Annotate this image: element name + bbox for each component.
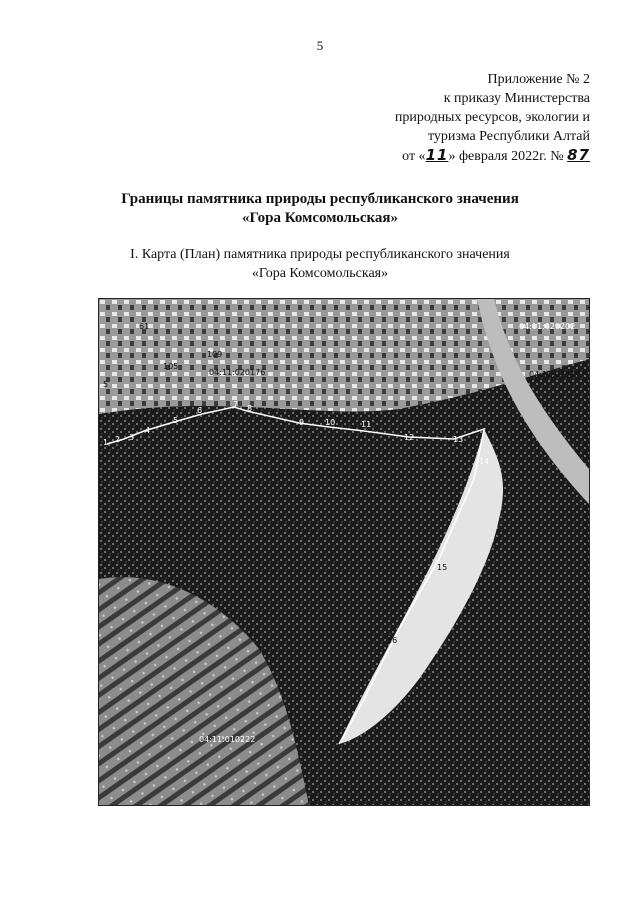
appendix-line-2: к приказу Министерства [443, 91, 590, 106]
point-label: 10 [325, 418, 336, 427]
cadastral-label: 04:11:02017 [529, 370, 581, 379]
point-label: 7 [233, 400, 239, 409]
parcel-label: 109 [207, 350, 223, 359]
title-line-1: Границы памятника природы республиканского значения [121, 191, 519, 207]
appendix-date-line [360, 146, 590, 166]
map-subtitle [0, 245, 640, 283]
aerial-map [98, 298, 590, 806]
cadastral-label: 04:11:020202 [519, 322, 576, 331]
point-label: 15 [437, 563, 448, 572]
parcel-label: 5 [103, 380, 109, 389]
point-label: 4 [145, 426, 151, 435]
date-middle: » февраля 2022г. № [448, 149, 564, 164]
point-label: 3 [129, 433, 135, 442]
order-number: 87 [567, 146, 590, 164]
appendix-block [360, 70, 590, 166]
subtitle-line-1: I. Карта (План) памятника природы республиканского значения [130, 247, 510, 262]
aerial-map-image [99, 299, 589, 805]
point-label: 9 [299, 418, 305, 427]
date-prefix: от « [402, 149, 426, 164]
point-label: 13 [453, 435, 464, 444]
point-label: 1 [103, 438, 109, 447]
page-number: 5 [316, 38, 324, 53]
title-line-2: «Гора Комсомольская» [241, 210, 399, 226]
point-label: 12 [404, 433, 415, 442]
parcel-label: 105 [163, 362, 179, 371]
appendix-line-3: природных ресурсов, экологии и [394, 110, 590, 125]
cadastral-label: 04:11:010222 [199, 735, 256, 744]
cadastral-label: 04:11:020176 [209, 368, 266, 377]
appendix-line-1: Приложение № 2 [487, 72, 590, 87]
subtitle-line-2: «Гора Комсомольская» [251, 266, 389, 281]
appendix-line-4: туризма Республики Алтай [427, 129, 590, 144]
point-label: 16 [387, 636, 398, 645]
point-label: 11 [361, 420, 372, 429]
parcel-label: 61 [139, 322, 150, 331]
date-day: 11 [425, 146, 449, 164]
point-label: 14 [479, 457, 490, 466]
point-label: 8 [247, 404, 253, 413]
point-label: 2 [115, 435, 121, 444]
document-title [0, 190, 640, 228]
point-label: 5 [173, 416, 179, 425]
point-label: 6 [197, 406, 203, 415]
